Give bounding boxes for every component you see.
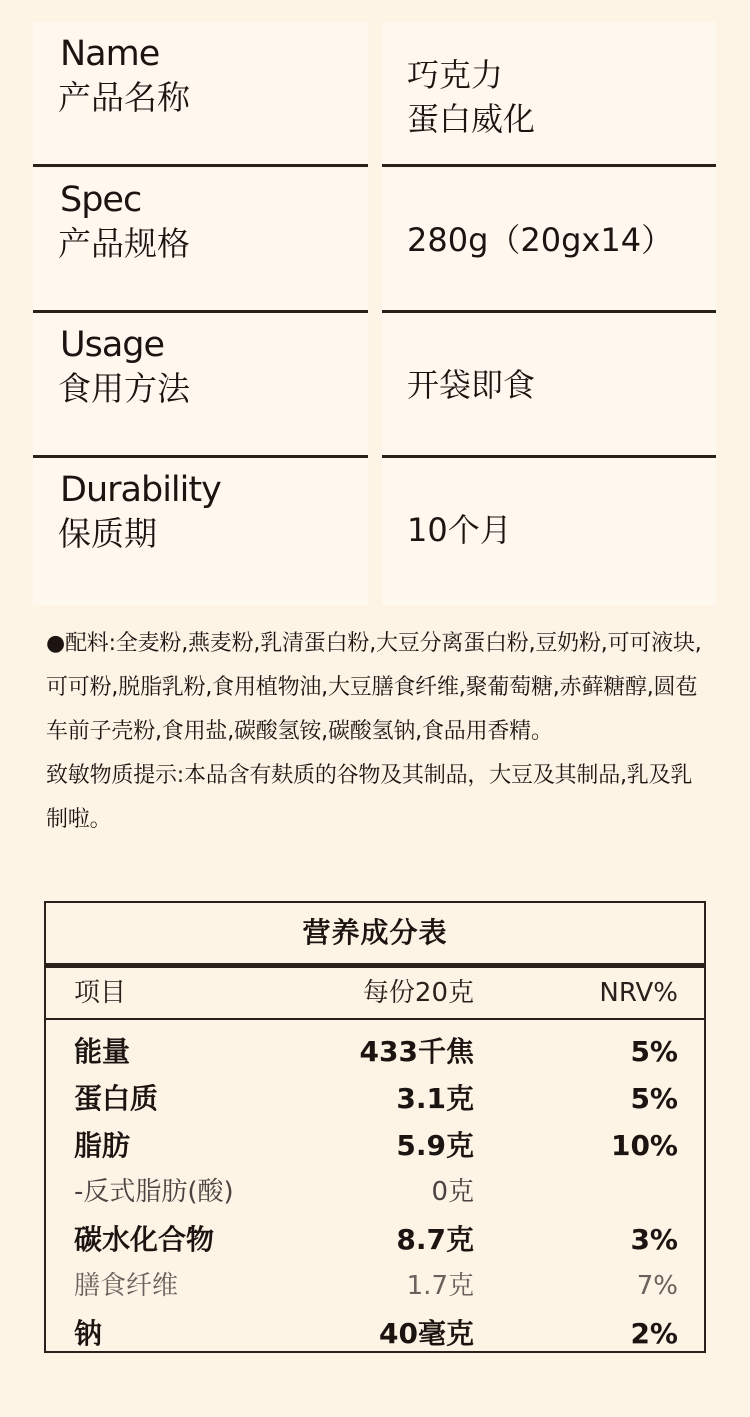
header-item: 项目	[74, 978, 127, 1008]
nutrient-amount: 5.9克	[396, 1129, 474, 1162]
durability-label-cell	[33, 458, 368, 605]
nutrient-name: 脂肪	[74, 1129, 131, 1162]
spec-label-en: Spec	[60, 180, 142, 220]
allergen-notice: 致敏物质提示:本品含有麸质的谷物及其制品，大豆及其制品,乳及乳制啦。	[46, 763, 693, 832]
name-value-line-1: 巧克力	[407, 56, 504, 94]
ingredients-text: ●配料:全麦粉,燕麦粉,乳清蛋白粉,大豆分离蛋白粉,豆奶粉,可可液块,可可粉,脱脂乳粉,食用植物油,大豆膳食纤维,聚葡萄糖,赤藓糖醇,圆苞车前子壳粉,食用盐,碳酸氢铵,碳酸氢钠,食品用香精。	[46, 631, 702, 744]
durability-value: 10个月	[407, 511, 512, 549]
usage-value-cell	[382, 313, 716, 457]
nutrient-nrv: 7%	[636, 1271, 678, 1301]
nutrition-row-energy	[46, 1028, 704, 1075]
nutrient-name: -反式脂肪(酸)	[74, 1177, 234, 1207]
nutrition-facts-table	[44, 901, 706, 1353]
nutrition-row-carbohydrate	[46, 1216, 704, 1263]
nutrient-nrv: 2%	[630, 1317, 678, 1350]
header-nrv: NRV%	[599, 978, 678, 1008]
nutrition-row-fiber	[46, 1263, 704, 1310]
name-label-cn: 产品名称	[58, 78, 190, 117]
durability-label-cn: 保质期	[58, 514, 157, 553]
usage-value: 开袋即食	[407, 366, 536, 404]
nutrient-name: 碳水化合物	[74, 1223, 215, 1256]
product-info-table	[33, 22, 716, 605]
nutrient-amount: 8.7克	[396, 1223, 474, 1256]
name-label-en: Name	[60, 34, 160, 74]
nutrient-name: 钠	[74, 1317, 103, 1350]
name-value-line-2: 蛋白威化	[407, 100, 536, 138]
nutrition-row-sodium	[46, 1310, 704, 1357]
nutrient-amount: 0克	[431, 1177, 474, 1207]
name-value	[407, 53, 535, 141]
name-value-cell	[382, 22, 716, 166]
nutrient-name: 蛋白质	[74, 1082, 159, 1115]
row-divider	[33, 164, 368, 167]
nutrient-name: 能量	[74, 1035, 131, 1068]
spec-label-cn: 产品规格	[58, 224, 190, 263]
nutrient-name: 膳食纤维	[74, 1271, 179, 1301]
name-label-cell	[33, 22, 368, 166]
nutrition-row-protein	[46, 1075, 704, 1122]
usage-label-cell	[33, 313, 368, 457]
durability-value-cell	[382, 458, 716, 605]
nutrient-nrv: 5%	[630, 1035, 678, 1068]
spec-label-cell	[33, 168, 368, 312]
nutrition-rows	[46, 1020, 704, 1357]
nutrient-nrv: 5%	[630, 1082, 678, 1115]
nutrition-table-title: 营养成分表	[302, 916, 448, 949]
ingredients-section	[46, 622, 712, 842]
usage-label-en: Usage	[60, 325, 165, 365]
nutrient-amount: 40毫克	[379, 1317, 474, 1350]
nutrient-nrv: 3%	[630, 1223, 678, 1256]
nutrition-header-row	[46, 968, 704, 1018]
nutrient-nrv: 10%	[610, 1129, 678, 1162]
nutrient-amount: 3.1克	[396, 1082, 474, 1115]
header-amount: 每份20克	[362, 978, 474, 1008]
nutrition-row-trans-fat	[46, 1169, 704, 1216]
spec-value-cell	[382, 168, 716, 312]
durability-label-en: Durability	[60, 470, 221, 510]
row-divider	[382, 164, 716, 167]
spec-value: 280g（20gx14）	[407, 221, 674, 259]
nutrient-amount: 1.7克	[406, 1271, 474, 1301]
nutrition-row-fat	[46, 1122, 704, 1169]
nutrient-amount: 433千焦	[359, 1035, 474, 1068]
usage-label-cn: 食用方法	[58, 369, 190, 408]
